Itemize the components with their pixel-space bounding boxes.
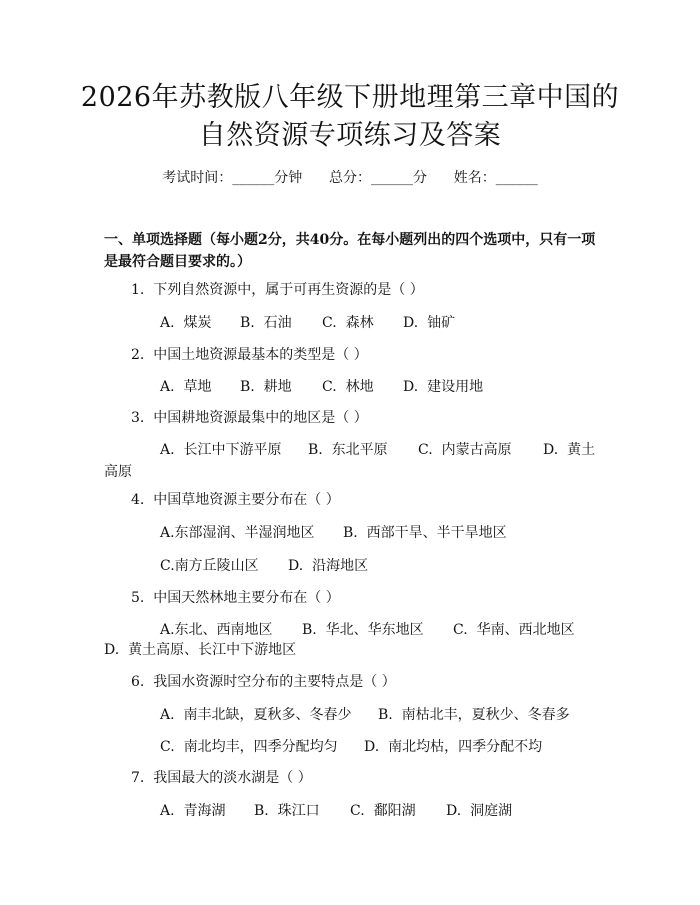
question-4-option-c: C.南方丘陵山区 xyxy=(160,558,259,574)
question-2-stem: 2. 中国土地资源最基本的类型是（ ） xyxy=(131,347,368,363)
question-3-option-b: B. 东北平原 xyxy=(308,442,388,458)
question-1-option-d: D. 铀矿 xyxy=(403,315,456,331)
total-score-label: 总分：______分 xyxy=(329,170,427,186)
document-title-line2: 自然资源专项练习及答案 xyxy=(198,120,502,151)
section-heading-line1: 一、单项选择题（每小题2分，共40分。在每小题列出的四个选项中，只有一项 xyxy=(104,232,596,248)
question-6-option-b: B. 南枯北丰，夏秋少、冬春多 xyxy=(378,707,570,723)
question-3-option-c: C. 内蒙古高原 xyxy=(418,442,512,458)
question-2-option-d: D. 建设用地 xyxy=(403,379,484,395)
question-2-option-b: B. 耕地 xyxy=(240,379,292,395)
question-4-option-a: A.东部湿润、半湿润地区 xyxy=(160,525,315,541)
question-1-option-a: A. 煤炭 xyxy=(160,315,212,331)
question-3-option-d-wrap: 高原 xyxy=(104,464,132,480)
question-5-option-a: A.东北、西南地区 xyxy=(160,622,273,638)
question-3-option-d: D. 黄土 xyxy=(543,442,596,458)
question-4-stem: 4. 中国草地资源主要分布在（ ） xyxy=(131,492,340,508)
question-7-stem: 7. 我国最大的淡水湖是（ ） xyxy=(131,770,312,786)
question-6-option-d: D. 南北均枯，四季分配不均 xyxy=(364,739,543,755)
question-6-stem: 6. 我国水资源时空分布的主要特点是（ ） xyxy=(131,674,396,690)
student-name-label: 姓名：______ xyxy=(453,170,538,186)
question-1-option-b: B. 石油 xyxy=(240,315,292,331)
exam-time-label: 考试时间：______分钟 xyxy=(162,170,303,186)
exam-meta-line xyxy=(0,168,700,188)
question-4-option-d: D. 沿海地区 xyxy=(288,558,369,574)
question-6-option-a: A. 南丰北缺，夏秋多、冬春少 xyxy=(160,707,352,723)
question-7-option-b: B. 珠江口 xyxy=(254,803,320,819)
question-3-stem: 3. 中国耕地资源最集中的地区是（ ） xyxy=(131,410,368,426)
question-5-stem: 5. 中国天然林地主要分布在（ ） xyxy=(131,590,340,606)
question-5-option-c: C. 华南、西北地区 xyxy=(453,622,575,638)
question-7-option-a: A. 青海湖 xyxy=(160,803,226,819)
section-heading-line2: 是最符合题目要求的。） xyxy=(104,254,251,270)
question-2-option-a: A. 草地 xyxy=(160,379,212,395)
question-6-option-c: C. 南北均丰，四季分配均匀 xyxy=(160,739,338,755)
question-7-option-c: C. 鄱阳湖 xyxy=(350,803,416,819)
question-5-option-d: D. 黄土高原、长江中下游地区 xyxy=(104,642,297,658)
question-7-option-d: D. 洞庭湖 xyxy=(446,803,513,819)
question-1-stem: 1. 下列自然资源中，属于可再生资源的是（ ） xyxy=(131,282,424,298)
question-4-option-b: B. 西部干旱、半干旱地区 xyxy=(343,525,507,541)
question-5-option-b: B. 华北、华东地区 xyxy=(302,622,424,638)
question-1-option-c: C. 森林 xyxy=(322,315,374,331)
question-2-option-c: C. 林地 xyxy=(322,379,374,395)
question-3-option-a: A. 长江中下游平原 xyxy=(160,442,282,458)
document-title-line1: 2026年苏教版八年级下册地理第三章中国的 xyxy=(80,82,620,113)
